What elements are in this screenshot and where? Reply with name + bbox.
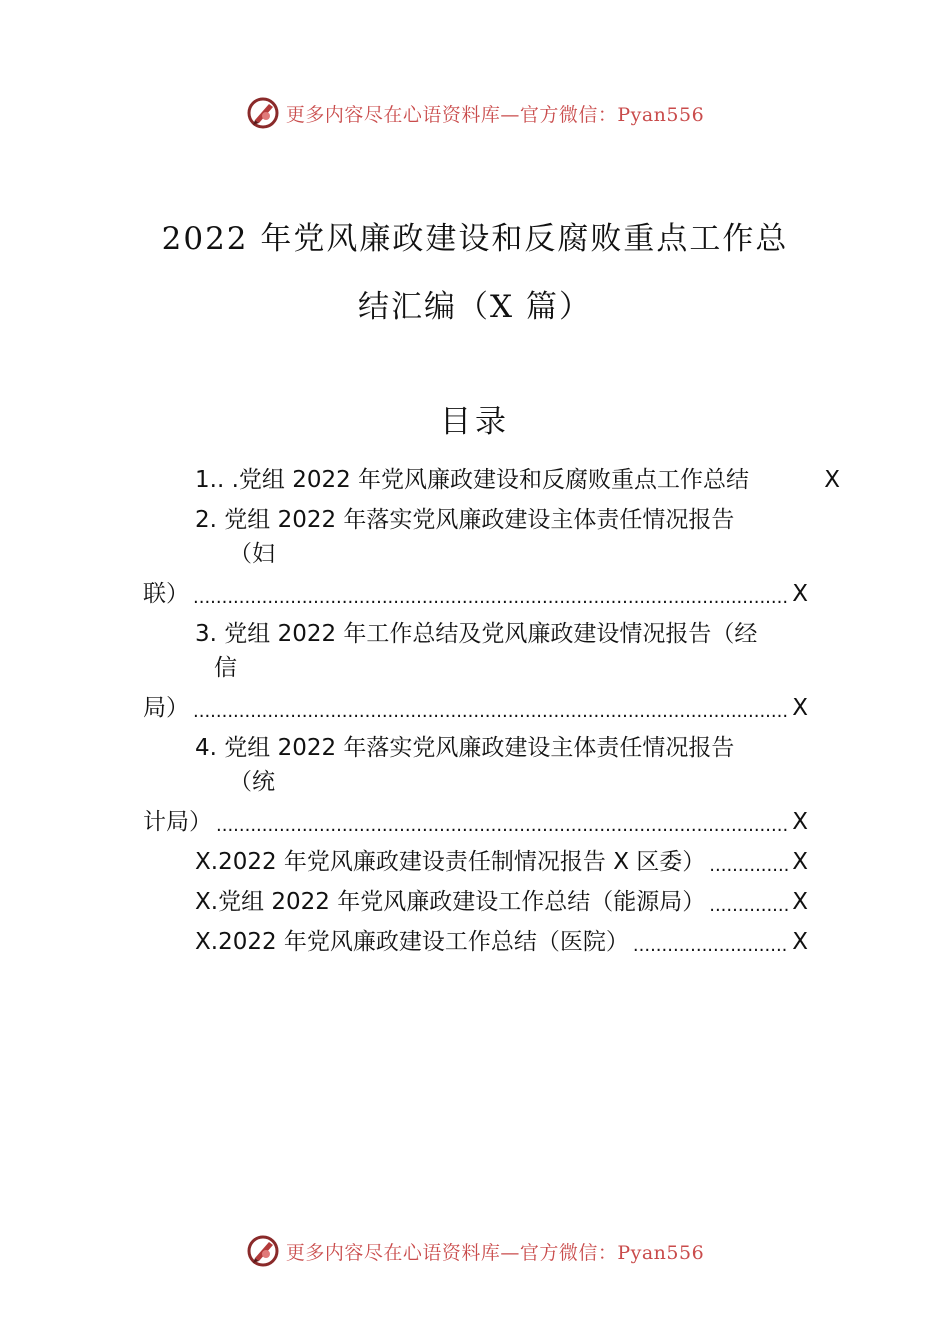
toc-item-2-line-2[interactable]: （妇 — [229, 541, 275, 567]
toc-item-4-line-1[interactable]: 4. 党组 2022 年落实党风廉政建设主体责任情况报告 — [195, 735, 735, 761]
toc-item-2-page: X — [792, 581, 808, 607]
toc-item-4-page: X — [792, 809, 808, 835]
toc-item-3-line-3: 局） — [143, 695, 189, 721]
toc-item-5-leader — [709, 847, 788, 877]
footer-watermark — [0, 1231, 950, 1271]
toc-item-3-leader — [193, 693, 788, 723]
toc-item-1[interactable] — [195, 465, 840, 495]
toc-item-5[interactable] — [195, 847, 808, 877]
document-title-line-1: 2022 年党风廉政建设和反腐败重点工作总 — [161, 221, 789, 257]
toc-item-2-leader — [193, 579, 788, 609]
toc-item-1-text: 1.. .党组 2022 年党风廉政建设和反腐败重点工作总结 — [195, 467, 750, 493]
pen-seal-logo-icon — [246, 96, 280, 130]
toc-item-4-leader — [216, 807, 788, 837]
toc-item-5-text: X.2022 年党风廉政建设责任制情况报告 X 区委） — [195, 849, 706, 875]
toc-heading: 目录 — [440, 404, 510, 440]
watermark-text: 更多内容尽在心语资料库—官方微信：Pyan556 — [285, 1241, 705, 1264]
toc-item-5-page: X — [792, 849, 808, 875]
toc-item-4-line-3: 计局） — [143, 809, 212, 835]
toc-item-7-text: X.2022 年党风廉政建设工作总结（医院） — [195, 929, 629, 955]
toc-item-2[interactable] — [143, 579, 808, 609]
toc-item-7-page: X — [792, 929, 808, 955]
toc-item-6-page: X — [792, 889, 808, 915]
toc-item-2-line-3: 联） — [143, 581, 189, 607]
toc-item-6-text: X.党组 2022 年党风廉政建设工作总结（能源局） — [195, 889, 706, 915]
toc-item-6-leader — [709, 887, 788, 917]
document-title-line-2: 结汇编（X 篇） — [358, 289, 592, 325]
toc-item-7[interactable] — [195, 927, 808, 957]
toc-item-3-line-2[interactable]: 信 — [214, 655, 237, 681]
toc-item-1-page: X — [824, 467, 840, 493]
toc-item-3-page: X — [792, 695, 808, 721]
toc-item-2-line-1[interactable]: 2. 党组 2022 年落实党风廉政建设主体责任情况报告 — [195, 507, 735, 533]
watermark-text: 更多内容尽在心语资料库—官方微信：Pyan556 — [285, 103, 705, 126]
toc-item-3[interactable] — [143, 693, 808, 723]
header-watermark — [0, 93, 950, 133]
toc-item-3-line-1[interactable]: 3. 党组 2022 年工作总结及党风廉政建设情况报告（经 — [195, 621, 758, 647]
pen-seal-logo-icon — [246, 1234, 280, 1268]
toc-item-6[interactable] — [195, 887, 808, 917]
toc-item-4-line-2[interactable]: （统 — [229, 769, 275, 795]
toc-item-4[interactable] — [143, 807, 808, 837]
toc-item-7-leader — [633, 927, 788, 957]
